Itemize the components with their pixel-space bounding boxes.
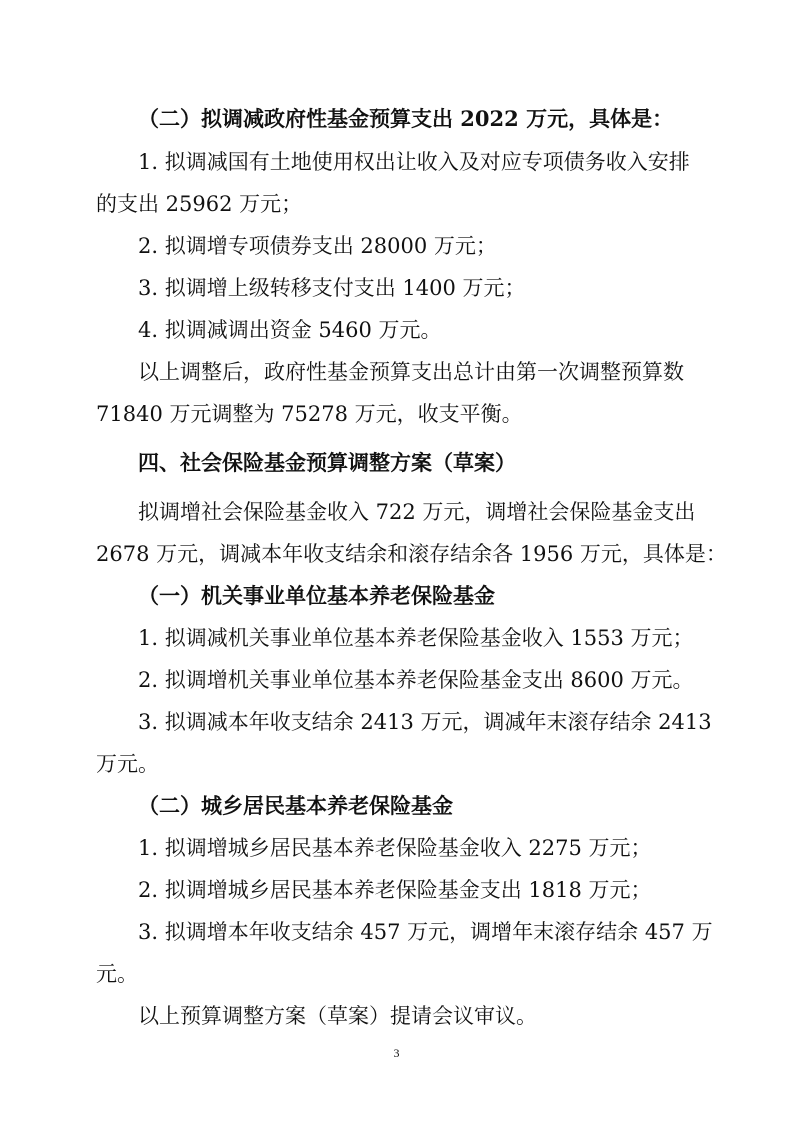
- list-item-continuation: 万元。: [96, 752, 159, 776]
- list-item-continuation: 的支出 25962 万元；: [96, 192, 303, 216]
- body-paragraph: 拟调增社会保险基金收入 722 万元，调增社会保险基金支出: [138, 500, 696, 524]
- list-item: 2. 拟调增专项债券支出 28000 万元；: [138, 234, 497, 258]
- body-paragraph-continuation: 2678 万元，调减本年收支结余和滚存结余各 1956 万元，具体是：: [96, 542, 727, 566]
- list-item: 1. 拟调增城乡居民基本养老保险基金收入 2275 万元；: [138, 836, 652, 860]
- list-item: 3. 拟调增本年收支结余 457 万元，调增年末滚存结余 457 万: [138, 920, 713, 944]
- subsection-heading-government-fund: （二）拟调减政府性基金预算支出 2022 万元，具体是：: [138, 106, 674, 131]
- closing-paragraph: 以上预算调整方案（草案）提请会议审议。: [138, 1004, 537, 1028]
- subsection-heading-resident-pension: （二）城乡居民基本养老保险基金: [138, 793, 453, 818]
- list-item: 2. 拟调增城乡居民基本养老保险基金支出 1818 万元；: [138, 878, 652, 902]
- list-item: 4. 拟调减调出资金 5460 万元。: [138, 318, 442, 342]
- list-item: 1. 拟调减机关事业单位基本养老保险基金收入 1553 万元；: [138, 626, 694, 650]
- body-paragraph: 以上调整后，政府性基金预算支出总计由第一次调整预算数: [138, 360, 684, 384]
- list-item: 3. 拟调减本年收支结余 2413 万元，调减年末滚存结余 2413: [138, 710, 712, 734]
- list-item: 1. 拟调减国有土地使用权出让收入及对应专项债务收入安排: [138, 150, 690, 174]
- subsection-heading-institution-pension: （一）机关事业单位基本养老保险基金: [138, 583, 495, 608]
- list-item: 2. 拟调增机关事业单位基本养老保险基金支出 8600 万元。: [138, 668, 694, 692]
- body-paragraph-continuation: 71840 万元调整为 75278 万元，收支平衡。: [96, 402, 523, 426]
- section-heading-social-insurance: 四、社会保险基金预算调整方案（草案）: [138, 451, 516, 475]
- list-item-continuation: 元。: [96, 962, 138, 986]
- page-number: 3: [393, 1046, 400, 1060]
- list-item: 3. 拟调增上级转移支付支出 1400 万元；: [138, 276, 526, 300]
